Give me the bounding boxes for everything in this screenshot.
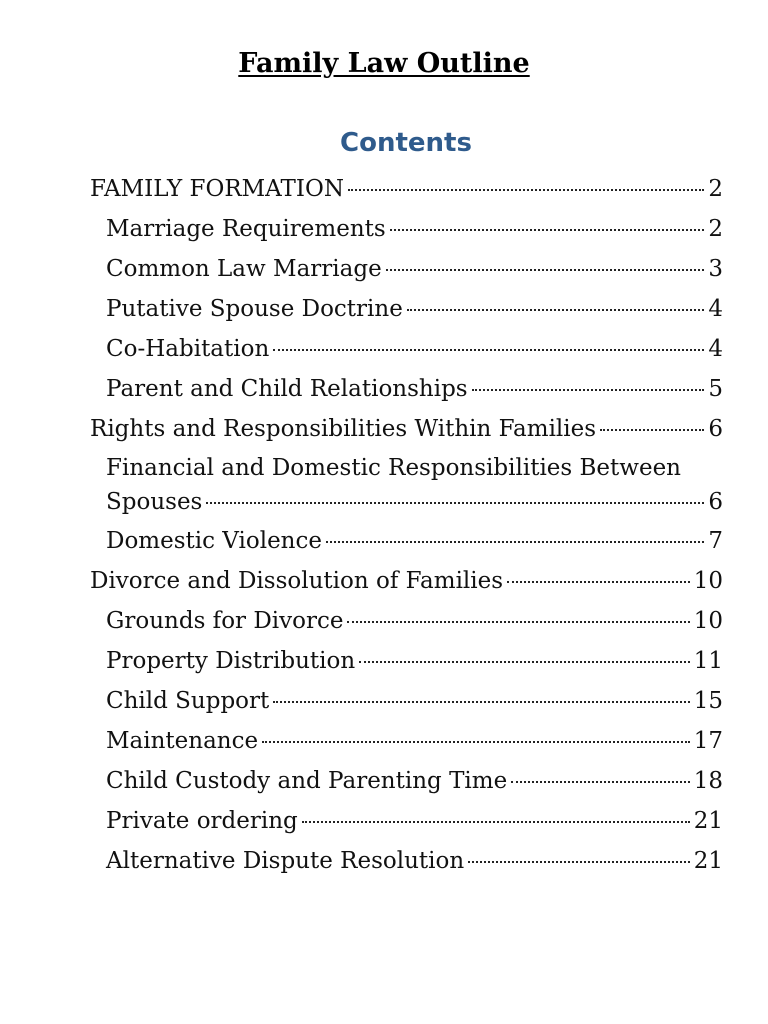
- toc-entry[interactable]: [90, 723, 723, 763]
- toc-heading: Contents: [340, 128, 472, 158]
- toc-entry[interactable]: [90, 763, 723, 803]
- dot-leader: [390, 229, 705, 231]
- toc-entry-label: Divorce and Dissolution of Families: [90, 568, 504, 594]
- document-title: Family Law Outline: [238, 48, 530, 79]
- dot-leader: [326, 541, 704, 543]
- dot-leader: [262, 741, 690, 743]
- toc-entry-label: Marriage Requirements: [106, 216, 386, 242]
- dot-leader: [273, 701, 689, 703]
- dot-leader: [468, 861, 690, 863]
- toc-entry-label: Financial and Domestic Responsibilities Between: [106, 455, 681, 481]
- toc-entry-label: Grounds for Divorce: [106, 608, 344, 634]
- toc-entry-label: Child Support: [106, 688, 270, 714]
- toc-entry-label: Common Law Marriage: [106, 256, 382, 282]
- toc-entry[interactable]: [90, 411, 723, 451]
- dot-leader: [600, 429, 704, 431]
- toc-entry-label: Parent and Child Relationships: [106, 376, 468, 402]
- toc-entry[interactable]: [90, 643, 723, 683]
- toc-entry-page: 3: [708, 256, 723, 282]
- dot-leader: [348, 189, 704, 191]
- toc-entry-page: 6: [708, 416, 723, 442]
- toc-entry-label: Domestic Violence: [106, 528, 322, 554]
- toc-entry-page: 2: [708, 176, 723, 202]
- toc-entry[interactable]: [90, 523, 723, 563]
- toc-entry-page: 2: [708, 216, 723, 242]
- toc-entry-label: Child Custody and Parenting Time: [106, 768, 508, 794]
- toc-entry-page: 7: [708, 528, 723, 554]
- toc-entry-label-continued: Spouses: [106, 489, 203, 515]
- toc-entry[interactable]: [90, 603, 723, 643]
- dot-leader: [386, 269, 705, 271]
- toc-entry-page: 11: [693, 648, 723, 674]
- toc-entry[interactable]: [90, 251, 723, 291]
- toc-entry-label: Alternative Dispute Resolution: [106, 848, 465, 874]
- toc-entry[interactable]: [90, 683, 723, 723]
- toc-entry-page: 18: [693, 768, 723, 794]
- toc-entry[interactable]: [90, 451, 723, 523]
- toc-entry-page: 4: [708, 336, 723, 362]
- dot-leader: [302, 821, 690, 823]
- toc-entry-label: Private ordering: [106, 808, 298, 834]
- dot-leader: [472, 389, 705, 391]
- dot-leader: [407, 309, 705, 311]
- toc-entry-label: Property Distribution: [106, 648, 356, 674]
- toc-entry-label: Putative Spouse Doctrine: [106, 296, 403, 322]
- toc-entry-page: 21: [693, 808, 723, 834]
- toc-entry[interactable]: [90, 291, 723, 331]
- toc-entry-label: FAMILY FORMATION: [90, 176, 344, 202]
- dot-leader: [347, 621, 689, 623]
- toc-entry-page: 4: [708, 296, 723, 322]
- toc-entry[interactable]: [90, 331, 723, 371]
- toc-entry[interactable]: [90, 563, 723, 603]
- toc-entry-page: 6: [708, 489, 723, 515]
- toc-entry-label: Co-Habitation: [106, 336, 270, 362]
- dot-leader: [511, 781, 690, 783]
- dot-leader: [206, 502, 704, 504]
- table-of-contents: [90, 171, 723, 883]
- toc-entry-label: Maintenance: [106, 728, 259, 754]
- toc-entry-page: 10: [693, 608, 723, 634]
- toc-entry[interactable]: [90, 371, 723, 411]
- toc-entry-page: 10: [693, 568, 723, 594]
- toc-entry-page: 21: [693, 848, 723, 874]
- toc-entry[interactable]: [90, 211, 723, 251]
- toc-entry-page: 17: [693, 728, 723, 754]
- toc-entry[interactable]: [90, 171, 723, 211]
- toc-entry-page: 5: [708, 376, 723, 402]
- toc-entry-continuation: [106, 485, 723, 523]
- toc-entry-page: 15: [693, 688, 723, 714]
- toc-entry-label: Rights and Responsibilities Within Families: [90, 416, 597, 442]
- dot-leader: [273, 349, 704, 351]
- dot-leader: [507, 581, 690, 583]
- toc-entry[interactable]: [90, 803, 723, 843]
- toc-entry[interactable]: [90, 843, 723, 883]
- dot-leader: [359, 661, 690, 663]
